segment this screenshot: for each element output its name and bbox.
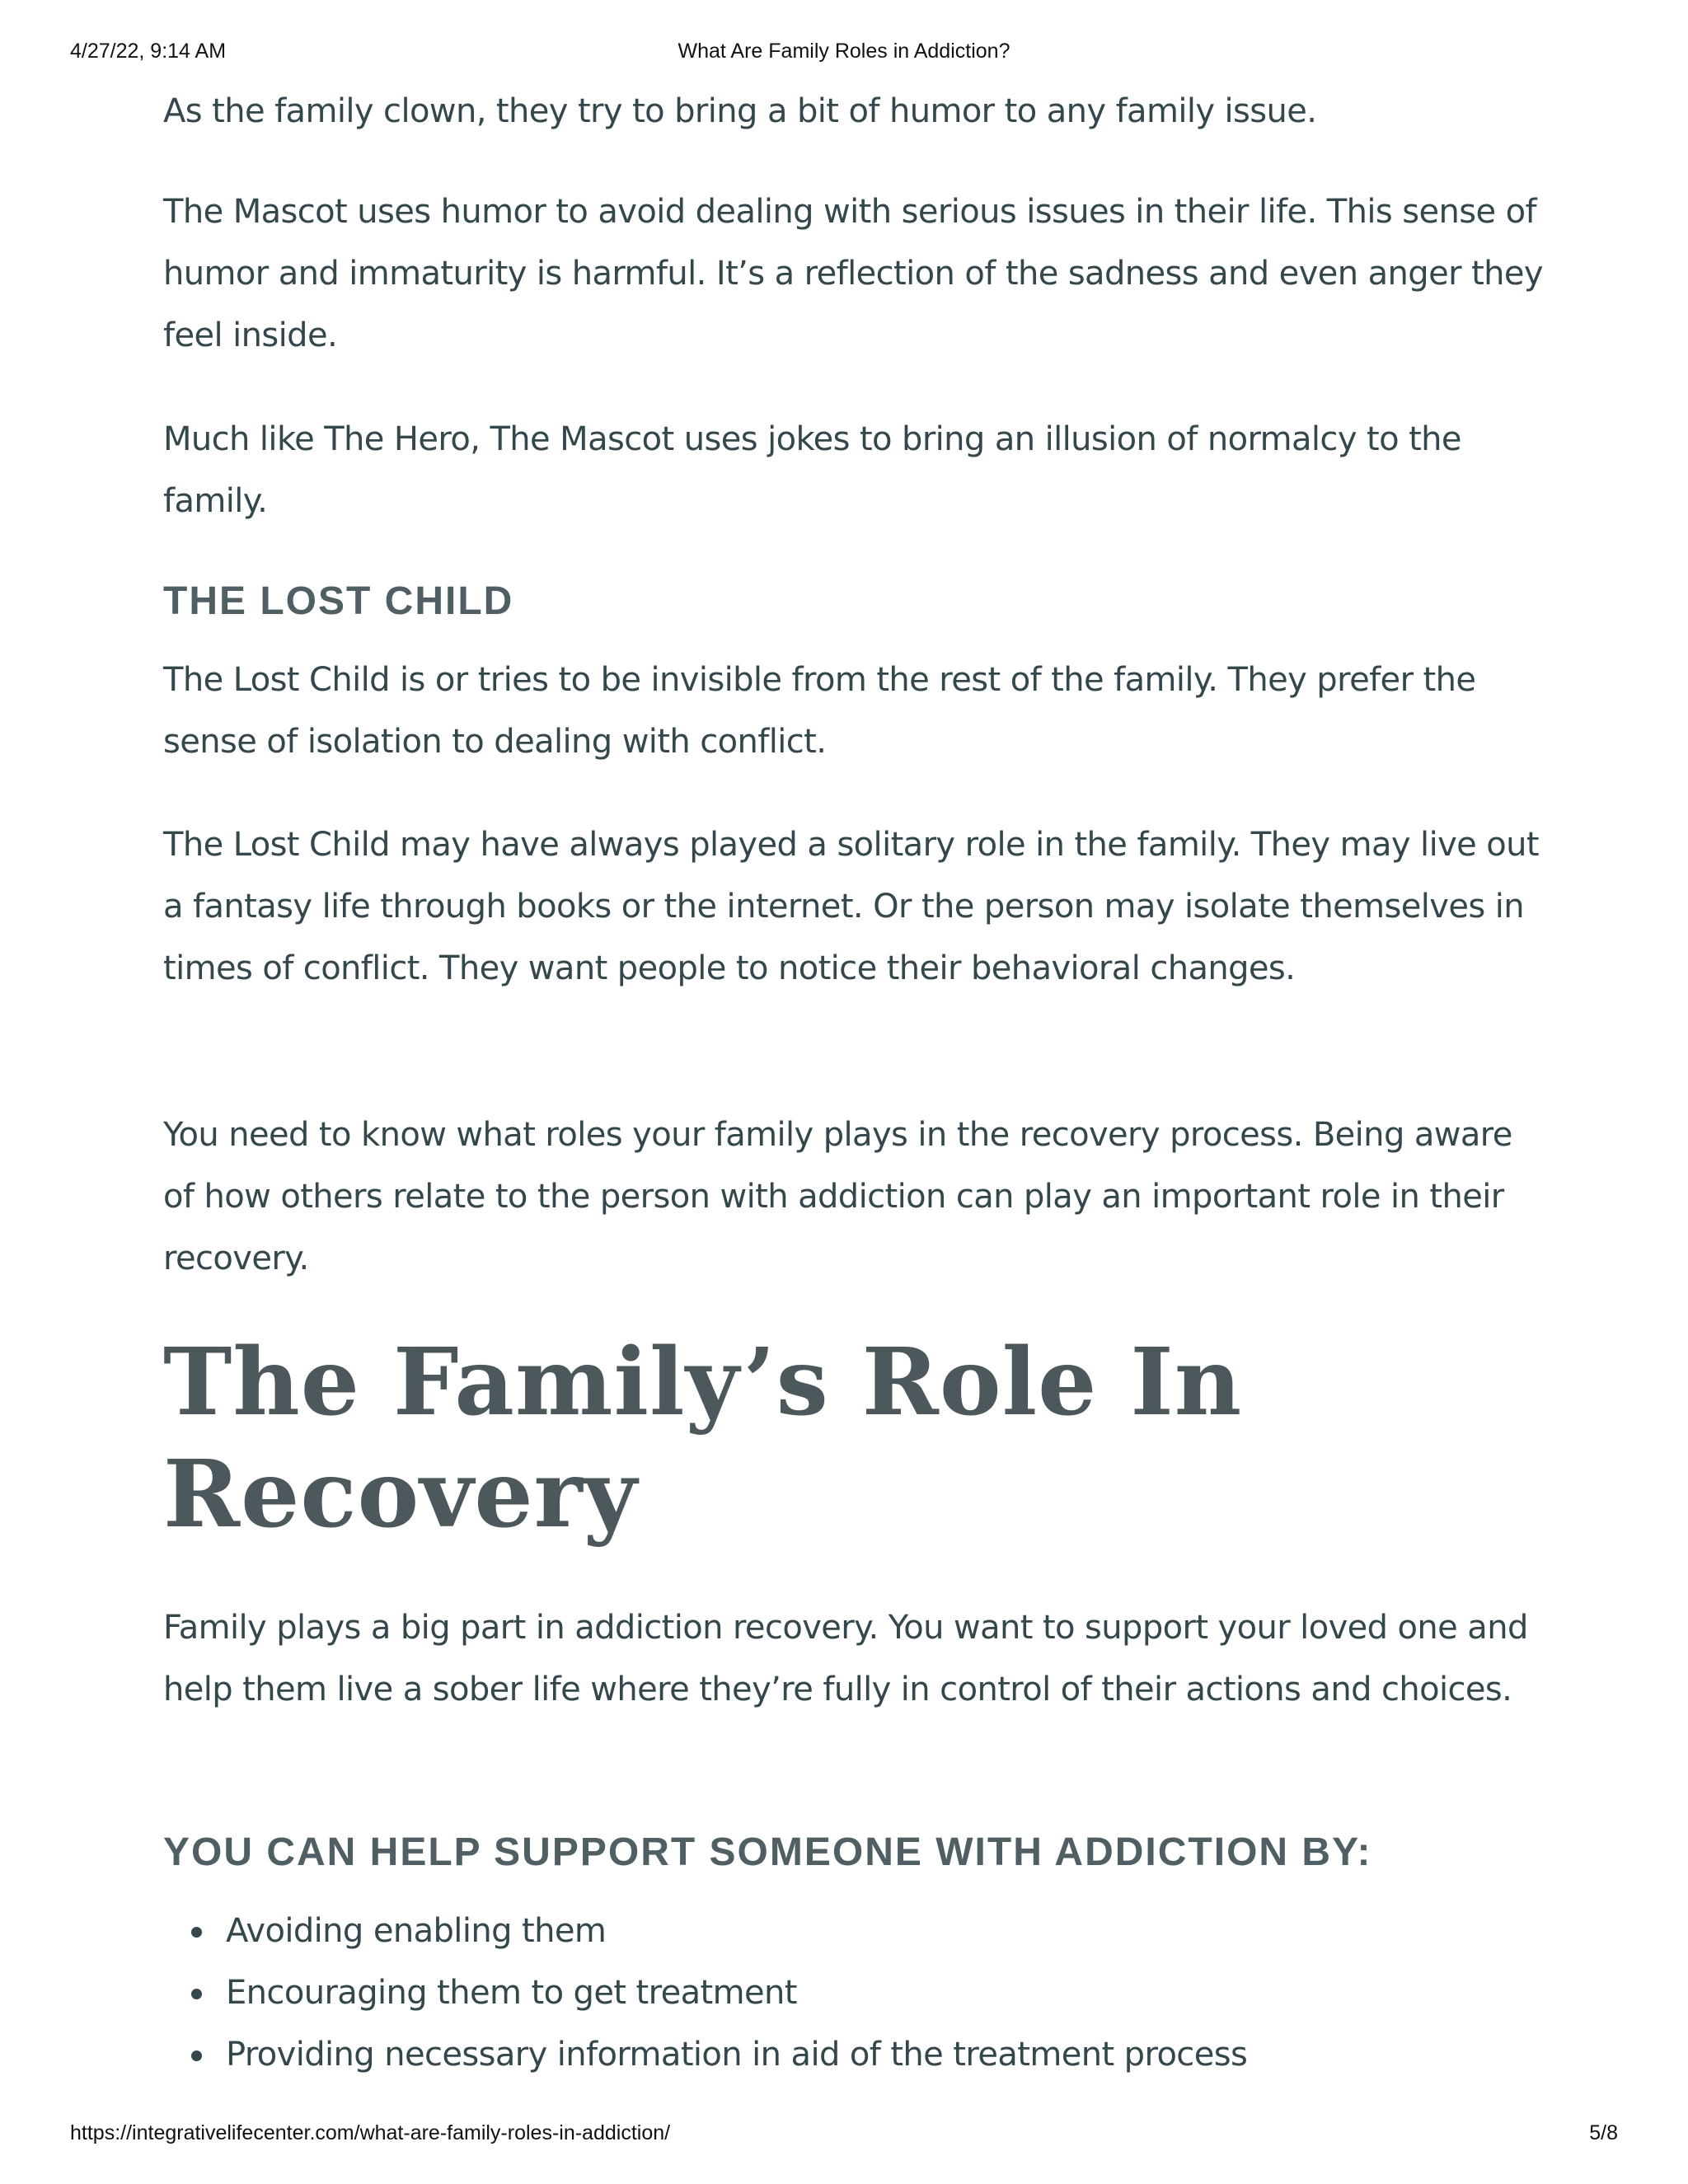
- list-item: [163, 2024, 1548, 2086]
- paragraph-family-plays: Family plays a big part in addiction recovery. You want to support your loved one and help them live a sober life where they’re fully in control of their actions and choices.: [163, 1609, 1528, 1708]
- list-item: [163, 1900, 1548, 1962]
- heading-help-support: YOU CAN HELP SUPPORT SOMEONE WITH ADDICTION BY:: [163, 1830, 1372, 1874]
- list-item: [163, 1962, 1548, 2024]
- print-footer: [0, 2121, 1688, 2151]
- paragraph-mascot-clown: As the family clown, they try to bring a bit of humor to any family issue.: [163, 92, 1317, 130]
- print-url: https://integrativelifecenter.com/what-are-family-roles-in-addiction/: [70, 2121, 671, 2144]
- paragraph-lost-child-invisible: The Lost Child is or tries to be invisible from the rest of the family. They prefer the sense of isolation to dealing with conflict.: [163, 661, 1476, 761]
- heading-family-role-in-recovery: The Family’s Role In Recovery: [163, 1329, 1243, 1549]
- paragraph-mascot-hero: Much like The Hero, The Mascot uses jokes to bring an illusion of normalcy to the family.: [163, 420, 1461, 520]
- paragraph-mascot-humor: The Mascot uses humor to avoid dealing with serious issues in their life. This sense of humor and immaturity is harmful. It’s a reflection of the sadness and even anger they feel inside.: [163, 193, 1543, 354]
- print-datetime: 4/27/22, 9:14 AM: [70, 40, 227, 63]
- bullet-dot-icon: [191, 1927, 202, 1938]
- paragraph-lost-child-solitary: The Lost Child may have always played a solitary role in the family. They may live out a fantasy life through books or the internet. Or the person may isolate themselves in times of conflict. They want people to notice their behavioral changes.: [163, 826, 1539, 987]
- bullet-dot-icon: [191, 2050, 202, 2061]
- list-item-text: Encouraging them to get treatment: [226, 1974, 797, 2012]
- print-page-number: 5/8: [1589, 2121, 1618, 2144]
- heading-lost-child: THE LOST CHILD: [163, 579, 514, 623]
- list-item-text: Providing necessary information in aid of the treatment process: [226, 2036, 1248, 2074]
- bullet-dot-icon: [191, 1989, 202, 1999]
- print-header: [0, 40, 1688, 69]
- paragraph-know-roles: You need to know what roles your family plays in the recovery process. Being aware of how others relate to the person with addiction can play an important role in their recovery.: [163, 1116, 1512, 1277]
- support-list: [163, 1900, 1548, 2086]
- print-page-title: What Are Family Roles in Addiction?: [678, 40, 1010, 63]
- list-item-text: Avoiding enabling them: [226, 1912, 607, 1950]
